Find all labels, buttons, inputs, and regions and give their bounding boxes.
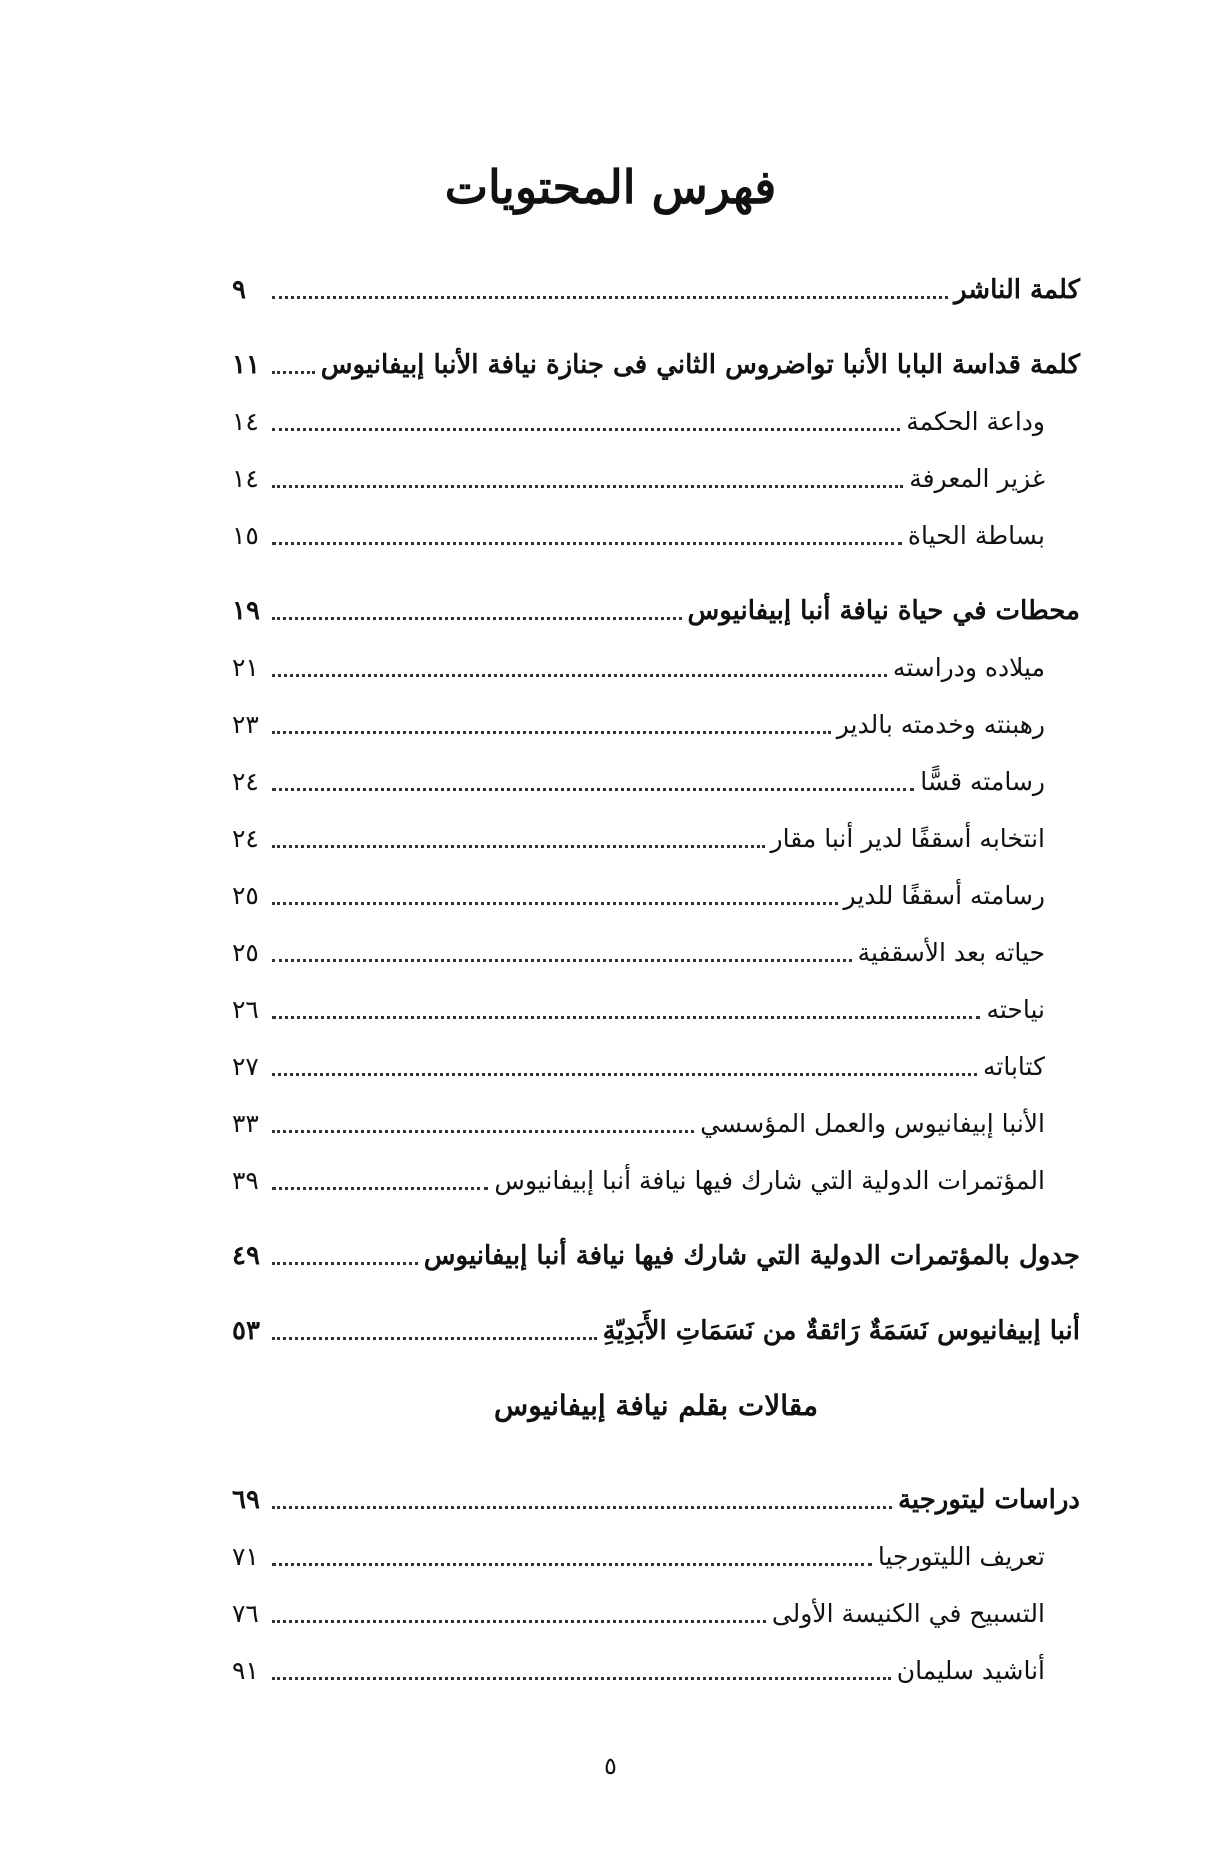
dot-leader: [272, 674, 887, 677]
toc-entry-label: رسامته قسًّا: [920, 767, 1045, 796]
toc-entry-page-number: ٢٦: [232, 995, 259, 1024]
toc-entry[interactable]: [232, 250, 1080, 307]
toc-entry-label: حياته بعد الأسقفية: [857, 938, 1045, 967]
toc-entry-page-number: ٦٩: [232, 1485, 260, 1515]
toc-entry-label: المؤتمرات الدولية التي شارك فيها نيافة أنبا إبيفانيوس: [494, 1166, 1045, 1195]
toc-entry-label: كلمة الناشر: [953, 275, 1080, 305]
toc-entry-page-number: ١٤: [232, 464, 259, 493]
toc-entry-page-number: ٢١: [232, 653, 259, 682]
toc-entry-label: نياحته: [986, 995, 1045, 1024]
toc-entry-page-number: ١١: [232, 350, 260, 380]
toc-main-entries: [232, 250, 1080, 1348]
toc-entry-page-number: ١٥: [232, 521, 259, 550]
toc-entry[interactable]: [232, 382, 1080, 439]
toc-entry-label: ميلاده ودراسته: [892, 653, 1045, 682]
toc-entry-page-number: ٢٥: [232, 938, 259, 967]
table-of-contents: [232, 250, 1080, 1688]
toc-entry-page-number: ١٩: [232, 596, 260, 626]
dot-leader: [272, 485, 903, 488]
toc-entry[interactable]: [232, 496, 1080, 553]
dot-leader: [272, 371, 315, 374]
toc-entry-label: كتاباته: [983, 1052, 1045, 1081]
toc-entry[interactable]: [232, 856, 1080, 913]
dot-leader: [272, 788, 914, 791]
toc-entry-label: الأنبا إبيفانيوس والعمل المؤسسي: [700, 1109, 1045, 1138]
toc-entry[interactable]: [232, 628, 1080, 685]
toc-entry[interactable]: [232, 1460, 1080, 1517]
toc-entry-page-number: ٢٤: [232, 767, 259, 796]
toc-entry-page-number: ٢٧: [232, 1052, 259, 1081]
dot-leader: [272, 1563, 872, 1566]
toc-entry-label: تعريف الليتورجيا: [877, 1542, 1045, 1571]
toc-entry-label: وداعة الحكمة: [906, 407, 1045, 436]
dot-leader: [272, 1677, 891, 1680]
toc-entry-page-number: ١٤: [232, 407, 259, 436]
toc-entry-label: دراسات ليتورجية: [897, 1485, 1080, 1515]
toc-entry-page-number: ٥٣: [232, 1316, 260, 1346]
toc-entry-label: أناشيد سليمان: [896, 1656, 1045, 1685]
dot-leader: [272, 1187, 488, 1190]
toc-entry[interactable]: [232, 571, 1080, 628]
toc-entry[interactable]: [232, 799, 1080, 856]
toc-entry-page-number: ٢٥: [232, 881, 259, 910]
toc-entry[interactable]: [232, 1216, 1080, 1273]
dot-leader: [272, 845, 765, 848]
dot-leader: [272, 902, 838, 905]
toc-entry-label: التسبيح في الكنيسة الأولى: [771, 1599, 1045, 1628]
toc-entry-label: جدول بالمؤتمرات الدولية التي شارك فيها نيافة أنبا إبيفانيوس: [423, 1241, 1080, 1271]
toc-entry-page-number: ٢٣: [232, 710, 259, 739]
toc-entry-page-number: ٣٩: [232, 1166, 259, 1195]
toc-entry-label: محطات في حياة نيافة أنبا إبيفانيوس: [687, 596, 1080, 626]
dot-leader: [272, 1130, 694, 1133]
toc-entry[interactable]: [232, 1027, 1080, 1084]
toc-entry-label: رسامته أسقفًا للدير: [843, 881, 1045, 910]
toc-entry[interactable]: [232, 439, 1080, 496]
toc-entry-page-number: ٧٦: [232, 1599, 259, 1628]
toc-entry-label: أنبا إبيفانيوس نَسَمَةٌ رَائقةٌ من نَسَمَاتِ الأَبَدِيّةِ: [602, 1316, 1080, 1346]
dot-leader: [272, 1016, 980, 1019]
toc-entry[interactable]: [232, 742, 1080, 799]
toc-entry[interactable]: [232, 1291, 1080, 1348]
toc-entry-page-number: ٩: [232, 275, 246, 305]
dot-leader: [272, 1506, 892, 1509]
toc-entry-label: بساطة الحياة: [907, 521, 1045, 550]
dot-leader: [272, 959, 852, 962]
toc-entry-label: انتخابه أسقفًا لدير أنبا مقار: [770, 824, 1045, 853]
toc-entry[interactable]: [232, 685, 1080, 742]
dot-leader: [272, 1337, 597, 1340]
toc-entry-page-number: ٤٩: [232, 1241, 260, 1271]
dot-leader: [272, 617, 682, 620]
toc-entry-page-number: ٣٣: [232, 1109, 259, 1138]
toc-entry-page-number: ٩١: [232, 1656, 259, 1685]
toc-entry[interactable]: [232, 913, 1080, 970]
toc-entry-page-number: ٢٤: [232, 824, 259, 853]
dot-leader: [272, 1620, 766, 1623]
toc-entry[interactable]: [232, 1084, 1080, 1141]
dot-leader: [272, 428, 900, 431]
dot-leader: [272, 542, 902, 545]
toc-entry-page-number: ٧١: [232, 1542, 259, 1571]
toc-entry[interactable]: [232, 1631, 1080, 1688]
toc-article-entries: [232, 1460, 1080, 1688]
section-heading: مقالات بقلم نيافة إبيفانيوس: [494, 1389, 818, 1422]
toc-entry[interactable]: [232, 325, 1080, 382]
page-number: ٥: [604, 1752, 617, 1780]
toc-entry-label: غزير المعرفة: [909, 464, 1045, 493]
toc-entry-label: رهبنته وخدمته بالدير: [836, 710, 1045, 739]
dot-leader: [272, 1073, 977, 1076]
toc-entry[interactable]: [232, 1517, 1080, 1574]
dot-leader: [272, 296, 948, 299]
toc-entry[interactable]: [232, 1141, 1080, 1198]
toc-entry-label: كلمة قداسة البابا الأنبا تواضروس الثاني فى جنازة نيافة الأنبا إبيفانيوس: [320, 350, 1080, 380]
dot-leader: [272, 1262, 418, 1265]
toc-entry[interactable]: [232, 970, 1080, 1027]
toc-entry[interactable]: [232, 1574, 1080, 1631]
page-title: فهرس المحتويات: [444, 160, 777, 214]
dot-leader: [272, 731, 831, 734]
